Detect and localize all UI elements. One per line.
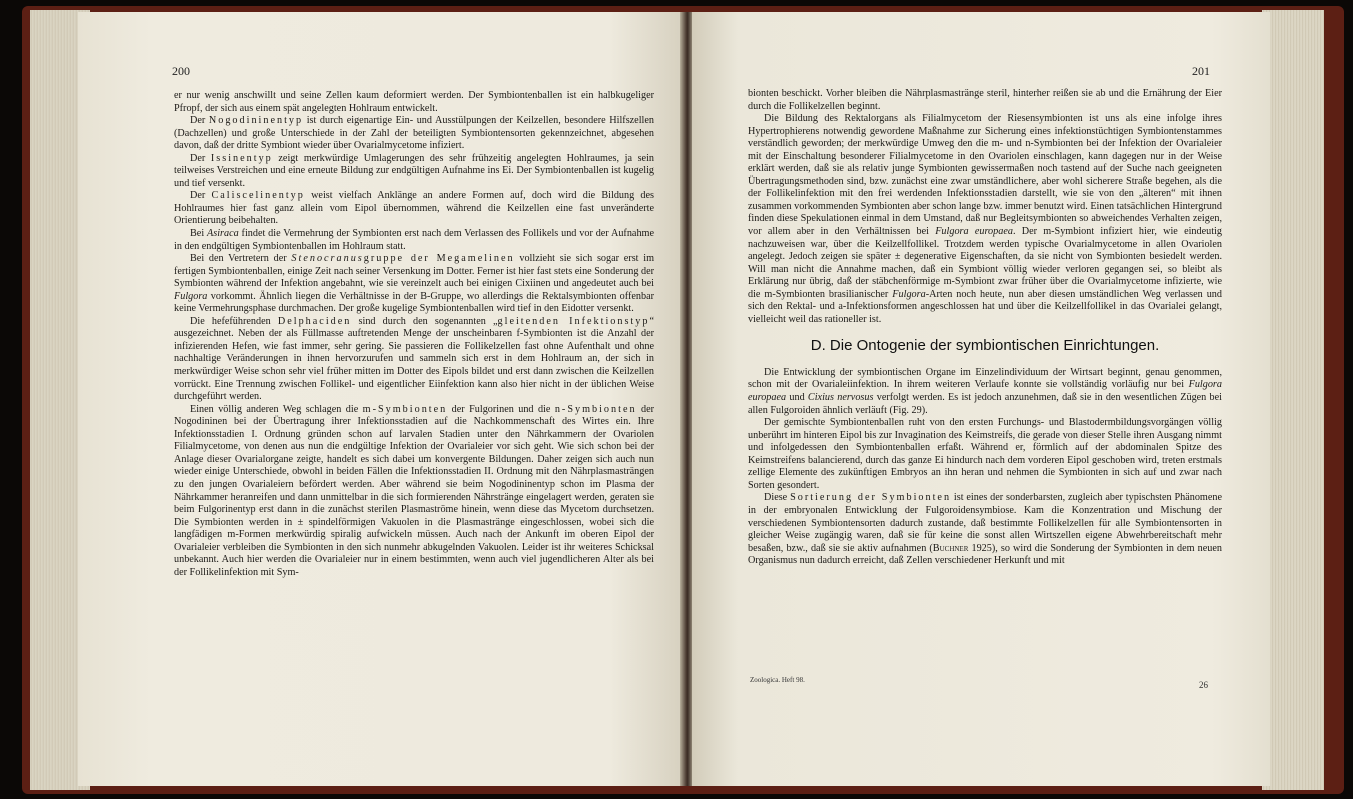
section-heading: D. Die Ontogenie der symbiontischen Einrichtungen. <box>810 337 1160 355</box>
right-page-paragraphs-after <box>748 367 1222 568</box>
text-run: Der <box>190 190 212 202</box>
text-run: Buchner <box>932 542 969 554</box>
text-run: Asiraca <box>207 228 239 240</box>
text-run: der Nogodininen bei der Übertragung ihrer Infektionsstadien auf die Nachkommenschaft des Wirtes ein. Ihre Infektionsstadien I. Ordnung gründen schon auf larvalen Stadien unter den Nährkammern der Ovariolen Filialmycetome, von denen aus nun die endgültige Infektion der Ovarialeier vor sich geht. Wie sich schon bei der Anlage dieser Ovarialorgane zeigte, handelt es sich dabei um konvergente Bildungen. Daher zeigen sich auch nun wieder einige Unterschiede, obwohl in beiden Fällen die Infektionsstadien II. Ordnung mit den Nährplasmasträngen zu den jungen Ovarialeiern befördert werden. Aber während sie beim Nogodininentyp schon im Plasma der Nährkammer heranreifen und dann unmittelbar in die sich formierenden Nährstränge eingelagert werden, geraten sie beim Fulgorinentyp erst dann in die zunächst sterilen Plasmaströme hinein, wenn diese das Mycetom durchsetzen. Die Symbionten werden in ± spindelförmigen Vakuolen in die Plasmastränge eingeschlossen, wobei sich die langfädigen m-Formen merkwürdig spiralig aufwickeln müssen. Auch nach der Ankunft im oberen Eipol der Ovarialeier verbleiben die Symbionten in den sich nunmehr abkugelnden Vakuolen. Leider ist ihr weiteres Schicksal unbekannt. Auch hier werden die Ovarialeier nur in einem bestimmten, wenn auch viel jugendlicheren Alter als bei der Follikelinfektion mit Sym- <box>174 403 654 578</box>
text-run: Delphaciden <box>277 315 352 327</box>
text-run: Der <box>190 152 211 164</box>
text-run: Fulgora <box>174 290 208 302</box>
text-run: Caliscelinentyp <box>211 190 305 202</box>
text-run: Cixius nervosus <box>807 392 874 404</box>
text-run: “ ausgezeichnet. Neben der als Füllmasse auftretenden Menge der unscheinbaren f-Symbionten ist die Anzahl der infizierenden Hefen, wie fast immer, sehr gering. Sie passieren die Follikelzellen fast ohne Aufenthalt und ohne nachhaltige Veränderungen in ihnen hervorzurufen und sammeln sich erst in dem Hohlraum an, der sich in merkwürdiger Weise schon sehr viel früher mitten im Dotter des Eipols bildet und erst dann zwischen die Keilzellen vorrückt. Eine Trennung zwischen Follikel- und eigentlicher Eiinfektion kann also hier nicht in der üblichen Weise durchgeführt werden. <box>174 315 654 403</box>
left-page <box>78 12 682 786</box>
paragraph <box>174 153 654 191</box>
right-page <box>692 12 1270 786</box>
text-run: Issinentyp <box>210 152 273 164</box>
text-run: der Fulgorinen und die <box>447 403 555 415</box>
left-page-text <box>174 90 654 579</box>
text-run: n-Symbionten <box>554 403 637 415</box>
text-run: -Arten noch heute, nun aber diesen umständlichen Weg verlassen und sich den Rektal- und a-Infektionsformen angeschlossen hat und über die Keilzellfollikel in das Ovarialei gelangt, vielleicht weil das rationeller ist. <box>748 288 1222 325</box>
text-run: Diese <box>764 492 791 504</box>
text-run: Der <box>190 115 209 127</box>
paragraph <box>748 417 1222 492</box>
text-run: Fulgora europaea <box>748 379 1222 404</box>
text-run: verfolgt werden. Es ist jedoch anzunehmen, daß sie in den wesentlichen Zügen bei allen Fulgoroiden ähnlich verläuft (Fig. 29). <box>748 392 1222 416</box>
right-page-paragraphs-before <box>748 88 1222 326</box>
paragraph <box>748 492 1222 567</box>
text-run: Stenocranus <box>291 253 364 265</box>
right-page-text <box>748 88 1222 568</box>
text-run: Einen völlig anderen Weg schlagen die <box>190 403 363 415</box>
paragraph <box>174 228 654 253</box>
footer-note: Zoologica. Heft 98. <box>750 676 805 684</box>
text-run: ist durch eigenartige Ein- und Ausstülpungen der Keilzellen, besondere Hilfszellen (Dachzellen) und große Unterschiede in der Zahl der beteiligten Symbiontensorten gekennzeichnet, abgesehen davon, daß der dritte Symbiont wieder über Ovarialmycetome infiziert. <box>174 115 654 152</box>
text-run: findet die Vermehrung der Symbionten erst nach dem Verlassen des Follikels und vor der Aufnahme in den endgültigen Symbiontenballen im Hohlraum statt. <box>174 228 654 252</box>
text-run: weist vielfach Anklänge an andere Formen auf, doch wird die Bildung des Hohlraumes hier fast ganz allein vom Eipol übernommen, während die Keilzellen eine fast unveränderte Orientierung beibehalten. <box>174 190 654 227</box>
text-run: vorkommt. Ähnlich liegen die Verhältnisse in der B-Gruppe, wo allerdings die Rektalsymbionten offenbar keine Vermehrungsphase durchmachen. Der große kugelige Symbiontenballen wird tief in den Eidotter versenkt. <box>174 290 654 315</box>
paragraph <box>748 88 1222 113</box>
page-number-left: 200 <box>172 64 190 78</box>
paragraph <box>174 404 654 580</box>
paragraph <box>748 113 1222 326</box>
text-run: gleitenden Infektionstyp <box>497 315 650 327</box>
text-run: Fulgora europaea <box>935 226 1013 238</box>
page-number-right: 201 <box>1192 64 1210 78</box>
signature-mark: 26 <box>1199 680 1208 690</box>
text-run: Fulgora <box>892 288 926 300</box>
text-run: Bei den Vertretern der <box>190 253 292 265</box>
text-run: ist eines der sonderbarsten, zugleich aber typischsten Phänomene in der embryonalen Entwicklung der Fulgoroidensymbiose. Kam die Konzentration und Mischung der verschiedenen Symbiontensorten dadurch zustande, daß bestimmte Follikelzellen für alle Symbiontensorten in gleicher Weise zugängig waren, daß sie für keine die sonst allen Wirtszellen eigene Abwehrbereitschaft mehr besaßen, bzw., daß sie sie aktiv aufnahmen ( <box>748 492 1222 554</box>
text-run: Die hefeführenden <box>190 315 278 327</box>
text-run: Sortierung der Symbionten <box>790 492 952 504</box>
text-run: vollzieht sie sich sogar erst im fertigen Symbiontenballen, einige Zeit nach seiner Versenkung im Dotter. Ferner ist hier fast stets eine Sonderung der Symbionten während der Infektion angebahnt, wie sie vereinzelt auch bei einigen Cixiinen und angedeutet auch bei <box>174 253 654 290</box>
paragraph <box>174 316 654 404</box>
paragraph <box>174 115 654 153</box>
paragraph <box>174 90 654 115</box>
text-run: m-Symbionten <box>362 403 448 415</box>
text-run: . Der m-Symbiont infiziert hier, wie eindeutig nachzuweisen war, über die Keilzellfollikel. Trotzdem werden typische Ovarialmycetome in allen Ovariolen angelegt. Jedoch zeigen sie später ± degenerative Eigenschaften, da sie nicht von Symbionten besiedelt werden. Will man nicht die Annahme machen, daß ein Symbiont völlig wieder verloren gegangen sei, so bleibt als Erklärung nur übrig, daß der stäbchenförmige m-Symbiont zwar früher über die Ovarialmycetome infizierte, wie die m-Symbionten brasilianischer <box>748 226 1222 300</box>
text-run: sind durch den sogenannten „ <box>351 315 498 327</box>
paragraph <box>174 253 654 316</box>
paragraph <box>174 190 654 228</box>
text-run: er nur wenig anschwillt und seine Zellen kaum deformiert werden. Der Symbiontenballen ist ein halbkugeliger Pfropf, der sich aus einem spät angelegten Hohlraum entwickelt. <box>174 90 654 114</box>
text-run: 1925), so wird die Sonderung der Symbionten in dem neuen Organismus nun dadurch erreicht, daß Zellen verschiedener Herkunft und mit <box>748 542 1222 567</box>
text-run: gruppe der Megamelinen <box>363 253 515 265</box>
text-run: Der gemischte Symbiontenballen ruht von den ersten Furchungs- und Blastodermbildungsvorgängen völlig unberührt im hinteren Eipol bis zur Invagination des Keimstreifs, die gerade von dieser Stelle ihren Ausgang nimmt und infolgedessen den Symbiontenballen erfaßt. Während er, förmlich auf der abdominalen Spitze des Keimstreifens balancierend, durch das ganze Ei hindurch nach dem vorderen Eipol geschoben wird, treten erstmals zellige Elemente des zukünftigen Embryos an ihn heran und nehmen die Symbionten in sich auf und zwar nach Sorten gesondert. <box>748 417 1222 491</box>
text-run: Die Entwicklung der symbiontischen Organe im Einzelindividuum der Wirtsart beginnt, genau genommen, schon mit der Ovarialeiinfektion. In ihrem weiteren Verlaufe konnte sie vollständig vorläufig nur bei <box>748 366 1222 391</box>
text-run: zeigt merkwürdige Umlagerungen des sehr frühzeitig angelegten Hohlraumes, ja sein teilweises Verstreichen und eine erneute Bildung zur endgültigen Aufnahme ins Ei. Der Symbiontenballen ist kugelig und tief versenkt. <box>174 152 654 189</box>
text-run: Die Bildung des Rektalorgans als Filialmycetom der Riesensymbionten ist uns als eine infolge ihres Hypertrophierens notwendig gewordene Maßnahme zur Sicherung eines infektionstüchtigen Symbiontenstammes verständlich geworden; der merkwürdige Umweg den die m- und n-Symbionten bei der Infektion der Ovarialeier mit der Einschaltung besonderer Filialmycetome in den Ovariolen einschlagen, kann dagegen nur in der Weise erklärt werden, daß sie als relativ junge Symbionten gewissermaßen noch tastend auf der Suche nach geeigneten Übertragungsmethoden sind, bzw. zunächst eine zwar umständlichere, aber wohl sicherere Straße begehen, als die der Follikelinfektion mit den frei werdenden Infektionsstadien darstellt, wie sie von den „älteren“ mit ihnen zusammen vorkommenden Symbionten aber schon lange bzw. immer benutzt wird. Einen tatsächlichen Hintergrund finden diese Spekulationen einmal in dem Umstand, daß nur Begleitsymbionten so abweichendes Verhalten zeigen, vor allem aber in den Verhältnissen bei <box>748 113 1222 238</box>
text-run: Bei <box>190 228 207 240</box>
text-run: Nogodininentyp <box>208 115 304 127</box>
paragraph <box>748 367 1222 417</box>
text-run: bionten beschickt. Vorher bleiben die Nährplasmastränge steril, hinterher reißen sie ab und die Ernährung der Eier durch die Follikelzellen beginnt. <box>748 88 1222 112</box>
text-run: und <box>786 392 808 404</box>
page-edges-right <box>1262 10 1324 790</box>
